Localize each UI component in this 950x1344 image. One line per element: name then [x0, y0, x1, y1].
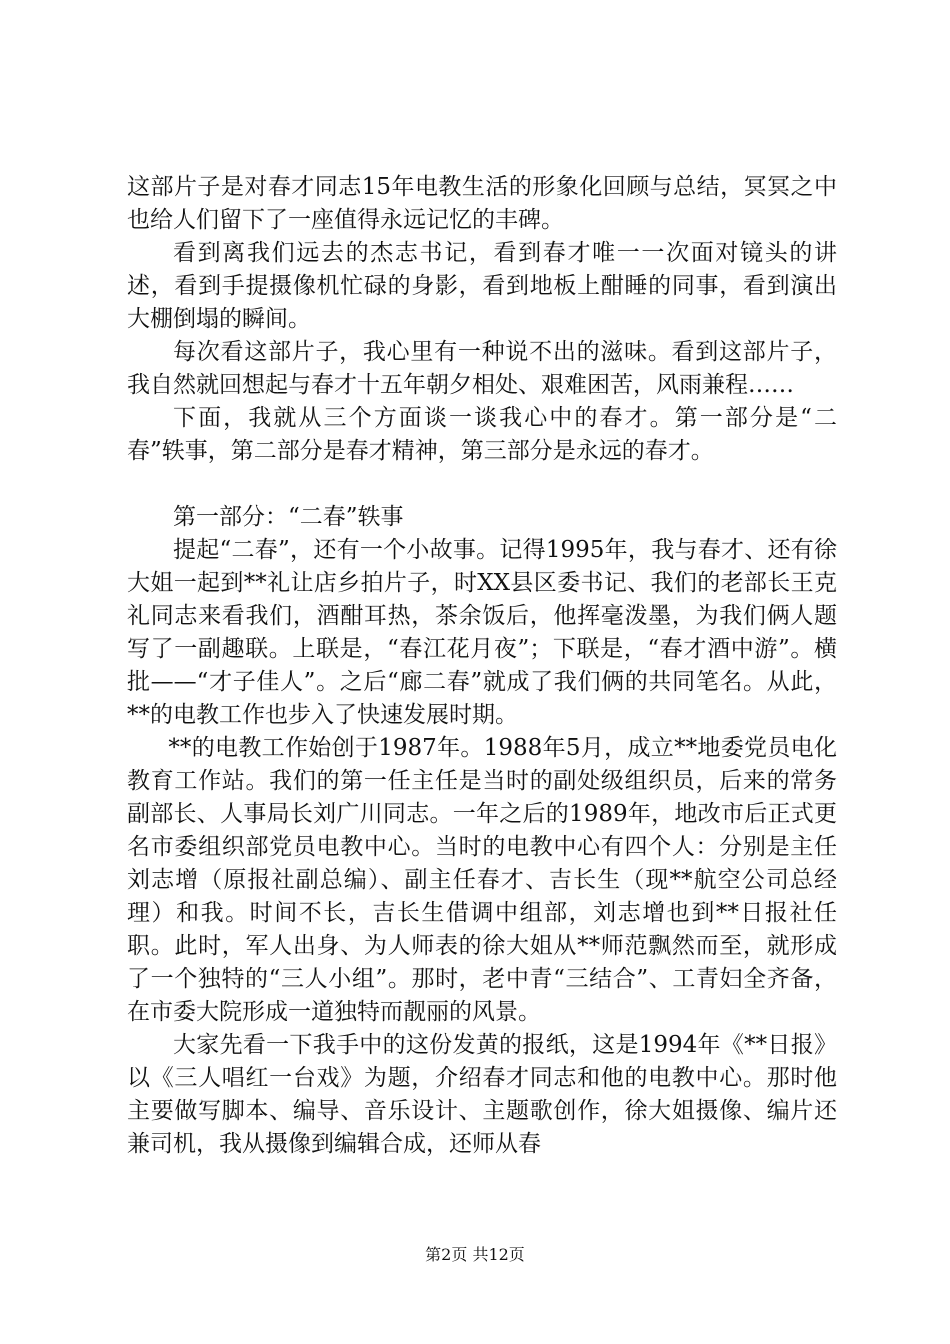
paragraph-4: 下面，我就从三个方面谈一谈我心中的春才。第一部分是“二春”轶事，第二部分是春才精神，第三部分是永远的春才。: [127, 405, 837, 464]
paragraph-spacer: [127, 468, 837, 501]
paragraph-7: 大家先看一下我手中的这份发黄的报纸，这是1994年《**日报》以《三人唱红一台戏》为题，介绍春才同志和他的电教中心。那时他主要做写脚本、编导、音乐设计、主题歌创作，徐大姐摄像、编片还兼司机，我从摄像到编辑合成，还师从春: [127, 1032, 837, 1157]
paragraph-5: 提起“二春”，还有一个小故事。记得1995年，我与春才、还有徐大姐一起到**礼让店乡拍片子，时XX县区委书记、我们的老部长王克礼同志来看我们，酒酣耳热，茶余饭后，他挥毫泼墨，为我们俩人题写了一副趣联。上联是，“春江花月夜”；下联是，“春才酒中游”。横批——“才子佳人”。之后“廊二春”就成了我们俩的共同笔名。从此，**的电教工作也步入了快速发展时期。: [127, 537, 837, 728]
page-footer: 第2页 共12页: [425, 1245, 525, 1264]
paragraph-2: 看到离我们远去的杰志书记，看到春才唯一一次面对镜头的讲述，看到手提摄像机忙碌的身影，看到地板上酣睡的同事，看到演出大棚倒塌的瞬间。: [127, 240, 837, 332]
body-text: [127, 171, 837, 1161]
section-heading: 第一部分：“二春”轶事: [173, 504, 404, 530]
paragraph-3: 每次看这部片子，我心里有一种说不出的滋味。看到这部片子，我自然就回想起与春才十五年朝夕相处、艰难困苦，风雨兼程……: [127, 339, 837, 398]
paragraph-6: **的电教工作始创于1987年。1988年5月，成立**地委党员电化教育工作站。我们的第一任主任是当时的副处级组织员，后来的常务副部长、人事局长刘广川同志。一年之后的1989年，地改市后正式更名市委组织部党员电教中心。当时的电教中心有四个人：分别是主任刘志增（原报社副总编）、副主任春才、吉长生（现**航空公司总经理）和我。时间不长，吉长生借调中组部，刘志增也到**日报社任职。此时，军人出身、为人师表的徐大姐从**师范飘然而至，就形成了一个独特的“三人小组”。那时，老中青“三结合”、工青妇全齐备，在市委大院形成一道独特而靓丽的风景。: [127, 735, 837, 1025]
paragraph-1: 这部片子是对春才同志15年电教生活的形象化回顾与总结，冥冥之中也给人们留下了一座值得永远记忆的丰碑。: [127, 174, 837, 233]
